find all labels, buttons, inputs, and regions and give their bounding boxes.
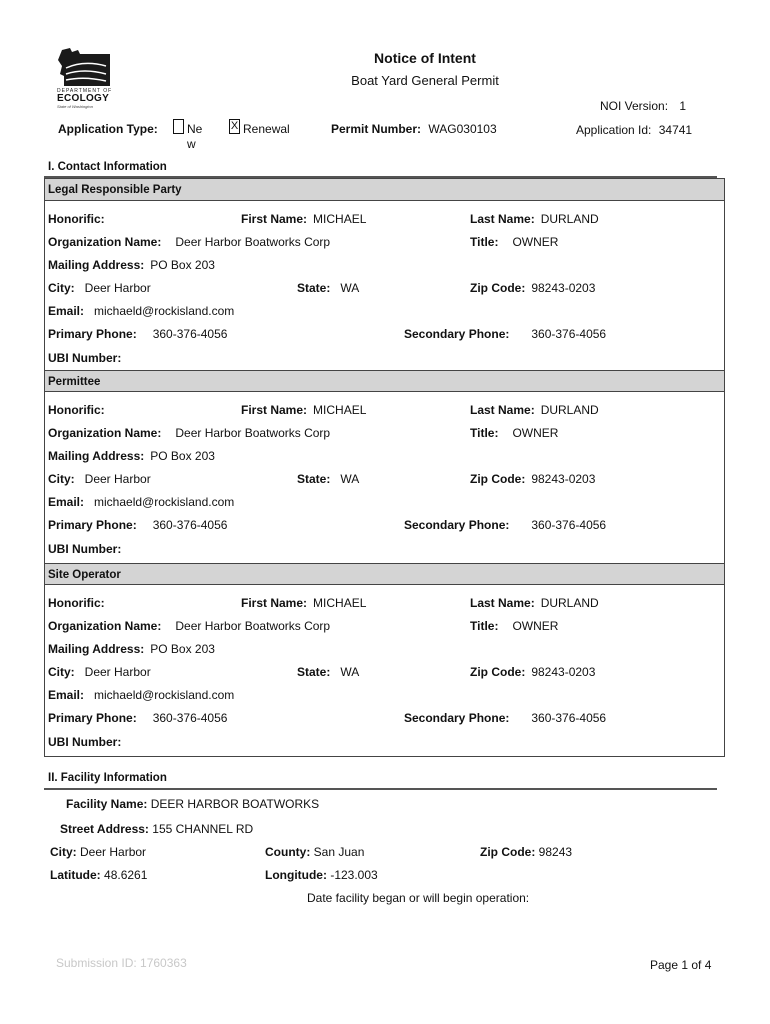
facility-zip-label: Zip Code: [480,845,536,859]
zip-code-value: 98243-0203 [531,665,596,679]
state-value: WA [340,665,360,679]
last-name-value: DURLAND [540,212,599,226]
longitude-label: Longitude: [265,868,327,882]
city-field [48,472,151,486]
zip-code-label: Zip Code: [470,472,526,486]
honorific-label: Honorific: [48,212,105,226]
email-label: Email: [48,304,85,318]
state-label: State: [297,281,331,295]
ubi-number-field [48,542,127,556]
email-label: Email: [48,688,85,702]
title-field [470,619,558,633]
facility-zip-value: 98243 [538,845,573,859]
submission-id: Submission ID: 1760363 [56,956,187,970]
title-value: OWNER [512,235,559,249]
secondary-phone-value: 360-376-4056 [531,327,607,341]
secondary-phone-field [404,327,606,341]
group-legal-responsible-party [44,178,725,372]
zip-code-value: 98243-0203 [531,281,596,295]
primary-phone-field [48,327,227,341]
title-label: Title: [470,619,499,633]
title-label: Title: [470,235,499,249]
city-value: Deer Harbor [84,281,151,295]
city-label: City: [48,472,75,486]
last-name-value: DURLAND [540,596,599,610]
state-field [297,472,359,486]
honorific-label: Honorific: [48,403,105,417]
last-name-label: Last Name: [470,403,535,417]
last-name-field [470,596,599,610]
application-type-label: Application Type: [58,122,158,136]
mailing-address-value: PO Box 203 [150,258,215,272]
first-name-field [241,212,366,226]
email-field [48,304,234,318]
street-address-field [60,822,253,836]
permit-number-value: WAG030103 [428,122,497,136]
email-label: Email: [48,495,85,509]
group-site-operator [44,563,725,757]
organization-label: Organization Name: [48,235,162,249]
state-value: WA [340,472,360,486]
date-began-label: Date facility began or will begin operation: [307,891,530,905]
logo-ecology-text: ECOLOGY [57,93,110,104]
new-option-label: Ne [187,122,203,136]
renewal-option-label: Renewal [243,122,290,136]
latitude-field [50,868,147,882]
mailing-address-field [48,642,215,656]
primary-phone-label: Primary Phone: [48,711,137,725]
title-field [470,426,558,440]
ubi-number-label: UBI Number: [48,735,122,749]
document-subtitle: Boat Yard General Permit [351,73,499,88]
county-value: San Juan [313,845,365,859]
secondary-phone-value: 360-376-4056 [531,518,607,532]
primary-phone-label: Primary Phone: [48,518,137,532]
primary-phone-field [48,711,227,725]
state-label: State: [297,665,331,679]
application-id-value: 34741 [658,123,693,137]
mailing-address-value: PO Box 203 [150,642,215,656]
group-permittee [44,370,725,564]
facility-name-label: Facility Name: [66,797,148,811]
first-name-label: First Name: [241,403,308,417]
organization-label: Organization Name: [48,619,162,633]
ubi-number-label: UBI Number: [48,351,122,365]
section-contact-information-heading: I. Contact Information [48,161,167,173]
facility-zip-field [480,845,572,859]
longitude-value: -123.003 [330,868,378,882]
secondary-phone-value: 360-376-4056 [531,711,607,725]
city-label: City: [48,281,75,295]
organization-value: Deer Harbor Boatworks Corp [175,619,331,633]
mailing-address-label: Mailing Address: [48,258,145,272]
email-value: michaeld@rockisland.com [94,495,235,509]
section-facility-information-heading: II. Facility Information [48,772,167,784]
honorific-field [48,403,111,417]
application-id-label: Application Id: [576,123,652,137]
first-name-value: MICHAEL [313,212,367,226]
title-value: OWNER [512,426,559,440]
zip-code-field [470,665,595,679]
permit-number [331,122,497,136]
first-name-field [241,596,366,610]
group-header: Site Operator [45,563,724,585]
latitude-value: 48.6261 [104,868,148,882]
latitude-label: Latitude: [50,868,101,882]
group-header: Legal Responsible Party [45,179,724,201]
honorific-field [48,212,111,226]
noi-version [600,99,686,113]
renewal-checkbox[interactable]: X [230,120,239,132]
noi-version-label: NOI Version: [600,99,669,113]
primary-phone-field [48,518,227,532]
state-field [297,281,359,295]
state-value: WA [340,281,360,295]
logo-state-text: State of Washington [57,104,93,109]
state-label: State: [297,472,331,486]
zip-code-value: 98243-0203 [531,472,596,486]
county-field [265,845,364,859]
zip-code-label: Zip Code: [470,665,526,679]
mailing-address-label: Mailing Address: [48,642,145,656]
primary-phone-value: 360-376-4056 [152,711,228,725]
mailing-address-field [48,258,215,272]
document-title: Notice of Intent [374,50,476,66]
organization-field [48,426,330,440]
facility-name-field [66,797,319,811]
ubi-number-field [48,735,127,749]
primary-phone-value: 360-376-4056 [152,518,228,532]
primary-phone-label: Primary Phone: [48,327,137,341]
city-field [48,281,151,295]
application-id [576,123,692,137]
county-label: County: [265,845,311,859]
mailing-address-value: PO Box 203 [150,449,215,463]
facility-city-value: Deer Harbor [80,845,147,859]
secondary-phone-label: Secondary Phone: [404,327,510,341]
first-name-label: First Name: [241,596,308,610]
city-label: City: [48,665,75,679]
last-name-value: DURLAND [540,403,599,417]
first-name-value: MICHAEL [313,403,367,417]
first-name-value: MICHAEL [313,596,367,610]
email-value: michaeld@rockisland.com [94,304,235,318]
page-number: Page 1 of 4 [650,958,712,972]
title-label: Title: [470,426,499,440]
city-field [48,665,151,679]
secondary-phone-label: Secondary Phone: [404,711,510,725]
honorific-label: Honorific: [48,596,105,610]
mailing-address-label: Mailing Address: [48,449,145,463]
ubi-number-field [48,351,127,365]
zip-code-field [470,281,595,295]
title-field [470,235,558,249]
first-name-field [241,403,366,417]
secondary-phone-field [404,711,606,725]
facility-city-label: City: [50,845,77,859]
last-name-field [470,403,599,417]
email-value: michaeld@rockisland.com [94,688,235,702]
last-name-label: Last Name: [470,596,535,610]
facility-name-value: DEER HARBOR BOATWORKS [150,797,320,811]
last-name-label: Last Name: [470,212,535,226]
title-value: OWNER [512,619,559,633]
email-field [48,688,234,702]
permit-number-label: Permit Number: [331,122,422,136]
last-name-field [470,212,599,226]
street-address-value: 155 CHANNEL RD [152,822,254,836]
organization-value: Deer Harbor Boatworks Corp [175,426,331,440]
section-facility-rule [44,788,717,790]
city-value: Deer Harbor [84,665,151,679]
organization-label: Organization Name: [48,426,162,440]
zip-code-field [470,472,595,486]
organization-field [48,619,330,633]
secondary-phone-label: Secondary Phone: [404,518,510,532]
ubi-number-label: UBI Number: [48,542,122,556]
email-field [48,495,234,509]
state-field [297,665,359,679]
group-header: Permittee [45,370,724,392]
facility-city-field [50,845,146,859]
city-value: Deer Harbor [84,472,151,486]
zip-code-label: Zip Code: [470,281,526,295]
noi-version-value: 1 [679,99,687,113]
organization-value: Deer Harbor Boatworks Corp [175,235,331,249]
organization-field [48,235,330,249]
street-address-label: Street Address: [60,822,149,836]
secondary-phone-field [404,518,606,532]
honorific-field [48,596,111,610]
first-name-label: First Name: [241,212,308,226]
new-option-label-wrap: w [187,137,196,151]
mailing-address-field [48,449,215,463]
primary-phone-value: 360-376-4056 [152,327,228,341]
logo-department-text: DEPARTMENT OF [57,88,113,94]
longitude-field [265,868,378,882]
new-checkbox[interactable] [173,119,184,134]
